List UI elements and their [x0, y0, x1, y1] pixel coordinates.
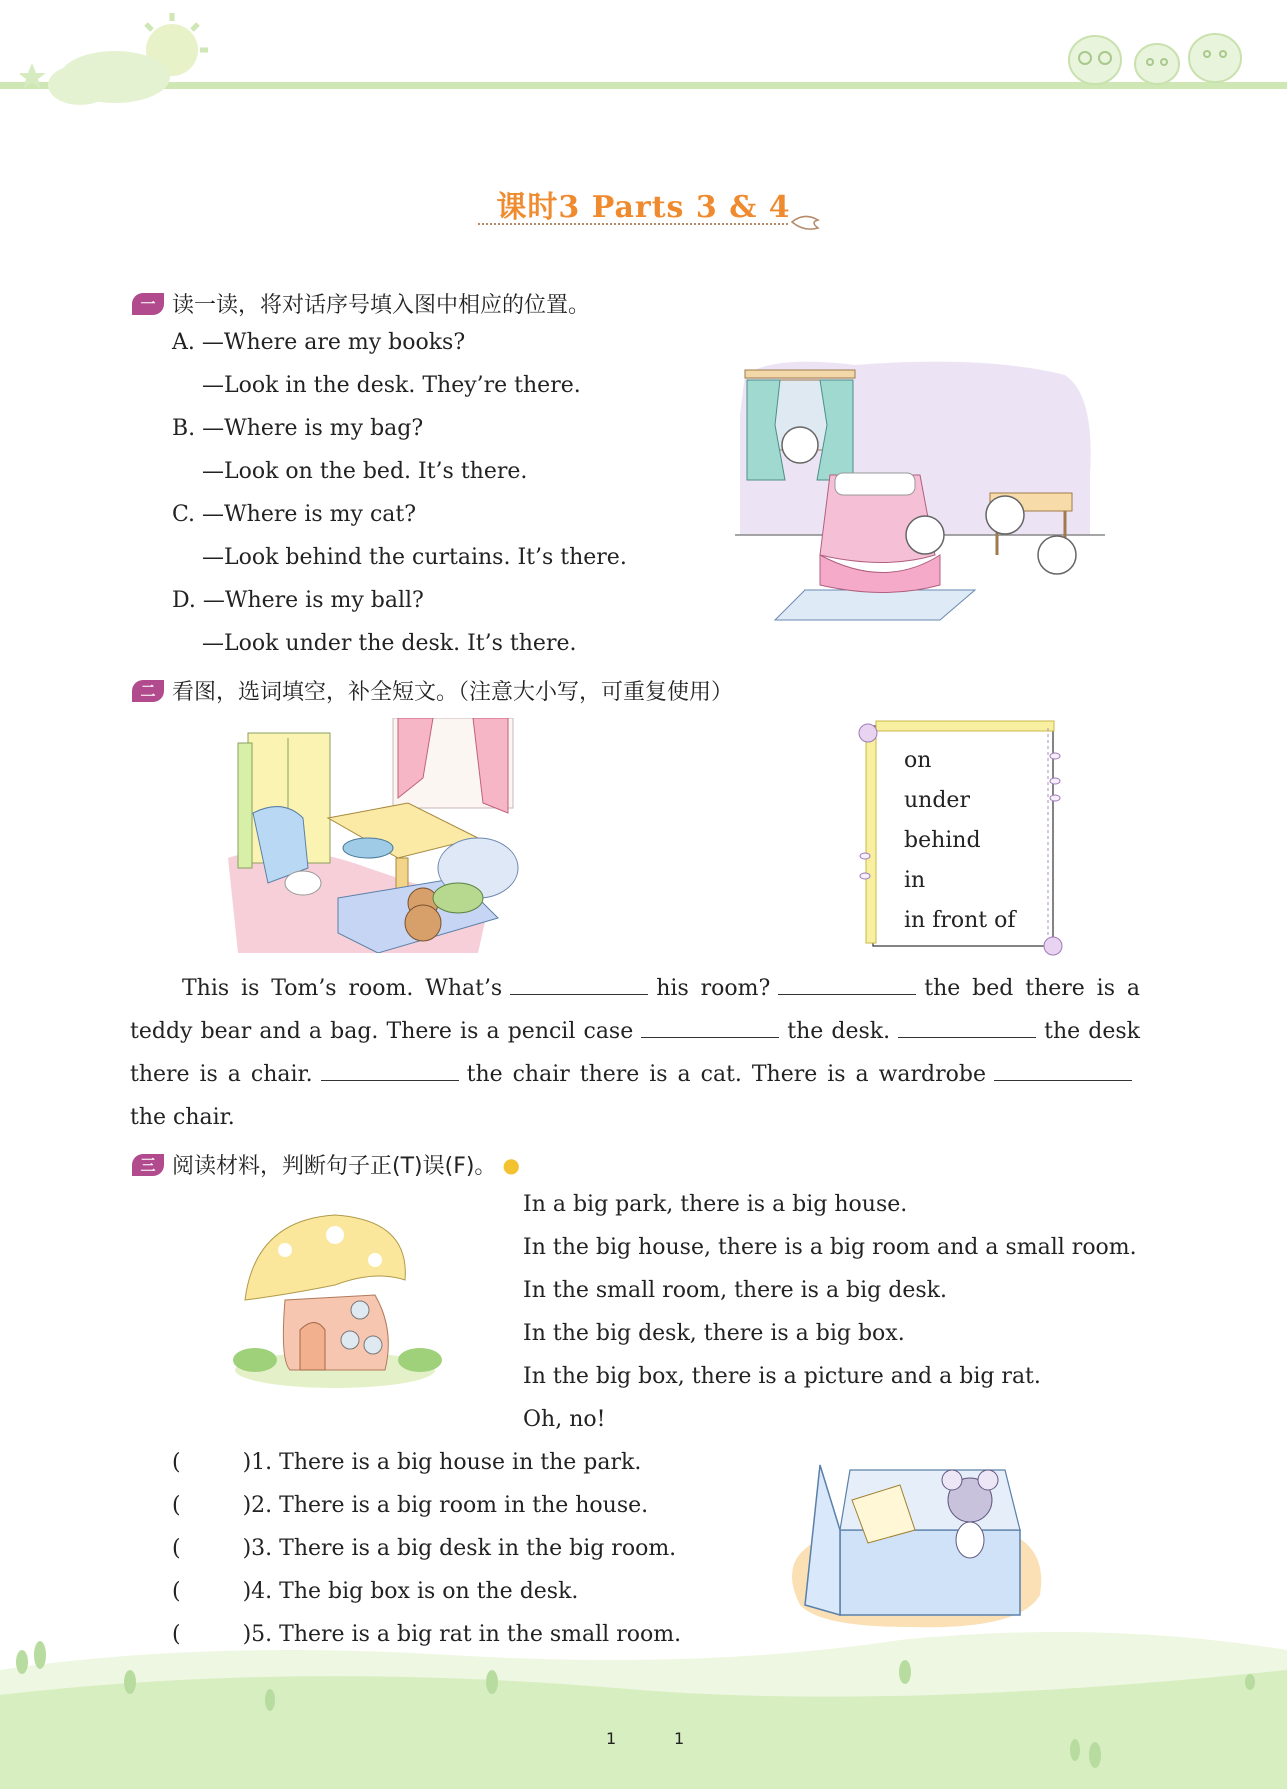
word-option: under — [904, 788, 970, 813]
sun-cloud-icon — [20, 5, 210, 115]
dialogue-line: —Look under the desk. It’s there. — [202, 631, 577, 656]
page-number: 1 — [606, 1729, 617, 1748]
passage-text: the bed there is a teddy bear and a bag. There is a pencil case — [130, 976, 1140, 1044]
passage-text: the desk. — [787, 1019, 891, 1044]
section3-heading — [132, 1149, 520, 1180]
answer-paren: ( — [172, 1450, 181, 1475]
bird-icon — [790, 210, 826, 234]
tf-question[interactable]: ( )1. There is a big house in the park. — [172, 1450, 642, 1475]
section2-heading — [132, 675, 733, 706]
passage-text: the chair there is a cat. There is a wardrobe — [466, 1062, 986, 1087]
animal-faces-icon — [1060, 20, 1250, 90]
tf-question[interactable]: ( )2. There is a big room in the house. — [172, 1493, 649, 1518]
passage-text: his room? — [656, 976, 771, 1001]
story-line: In the big box, there is a picture and a big rat. — [523, 1364, 1041, 1389]
fill-in-passage — [130, 967, 1140, 1139]
section1-instruction: 读一读，将对话序号填入图中相应的位置。 — [172, 293, 591, 318]
story-line: In the big house, there is a big room and a small room. — [523, 1235, 1137, 1260]
passage-text: This is Tom’s room. What’s — [182, 976, 503, 1001]
section1-badge: 一 — [132, 293, 164, 315]
answer-blank[interactable] — [641, 1019, 779, 1038]
story-line: In the big desk, there is a big box. — [523, 1321, 905, 1346]
answer-paren: ( — [172, 1493, 181, 1518]
section3-badge: 三 — [132, 1154, 164, 1176]
answer-blank[interactable] — [510, 976, 648, 995]
word-option: in front of — [904, 908, 1016, 933]
bedroom-illustration — [735, 355, 1105, 625]
word-option: in — [904, 868, 926, 893]
mushroom-house-illustration — [225, 1210, 450, 1390]
answer-paren: ( — [172, 1536, 181, 1561]
dialogue-line: B. —Where is my bag? — [172, 416, 424, 441]
answer-blank[interactable] — [898, 1019, 1036, 1038]
answer-blank[interactable] — [778, 976, 916, 995]
story-line: Oh, no! — [523, 1407, 606, 1432]
word-option: on — [904, 748, 932, 773]
answer-blank[interactable] — [321, 1062, 459, 1081]
answer-paren: ( — [172, 1579, 181, 1604]
tf-question[interactable]: ( )5. There is a big rat in the small room. — [172, 1622, 682, 1647]
tf-question[interactable]: ( )4. The big box is on the desk. — [172, 1579, 579, 1604]
dialogue-line: A. —Where are my books? — [172, 330, 466, 355]
word-option: behind — [904, 828, 981, 853]
answer-blank[interactable] — [994, 1062, 1132, 1081]
tf-question[interactable]: ( )3. There is a big desk in the big room. — [172, 1536, 677, 1561]
section2-instruction: 看图，选词填空，补全短文。（注意大小写，可重复使用） — [172, 680, 734, 705]
footer-landscape — [0, 1600, 1287, 1789]
story-line: In the small room, there is a big desk. — [523, 1278, 947, 1303]
dialogue-line: —Look on the bed. It’s there. — [202, 459, 528, 484]
section1-heading — [132, 288, 590, 319]
section2-badge: 二 — [132, 680, 164, 702]
answer-paren: ( — [172, 1622, 181, 1647]
dialogue-line: D. —Where is my ball? — [172, 588, 424, 613]
page-title: 课时3 Parts 3 & 4 — [496, 190, 791, 225]
passage-text: the chair. — [130, 1105, 235, 1130]
passage-text: the desk there is a chair. — [130, 1019, 1140, 1087]
dialogue-line: —Look in the desk. They’re there. — [202, 373, 581, 398]
toms-room-illustration — [228, 718, 558, 953]
lightbulb-icon: ● — [502, 1152, 520, 1177]
story-line: In a big park, there is a big house. — [523, 1192, 908, 1217]
page-number: 1 — [674, 1729, 685, 1748]
title-underline — [478, 223, 788, 225]
dialogue-line: C. —Where is my cat? — [172, 502, 417, 527]
section3-instruction: 阅读材料，判断句子正(T)误(F)。 — [172, 1154, 497, 1179]
dialogue-line: —Look behind the curtains. It’s there. — [202, 545, 627, 570]
